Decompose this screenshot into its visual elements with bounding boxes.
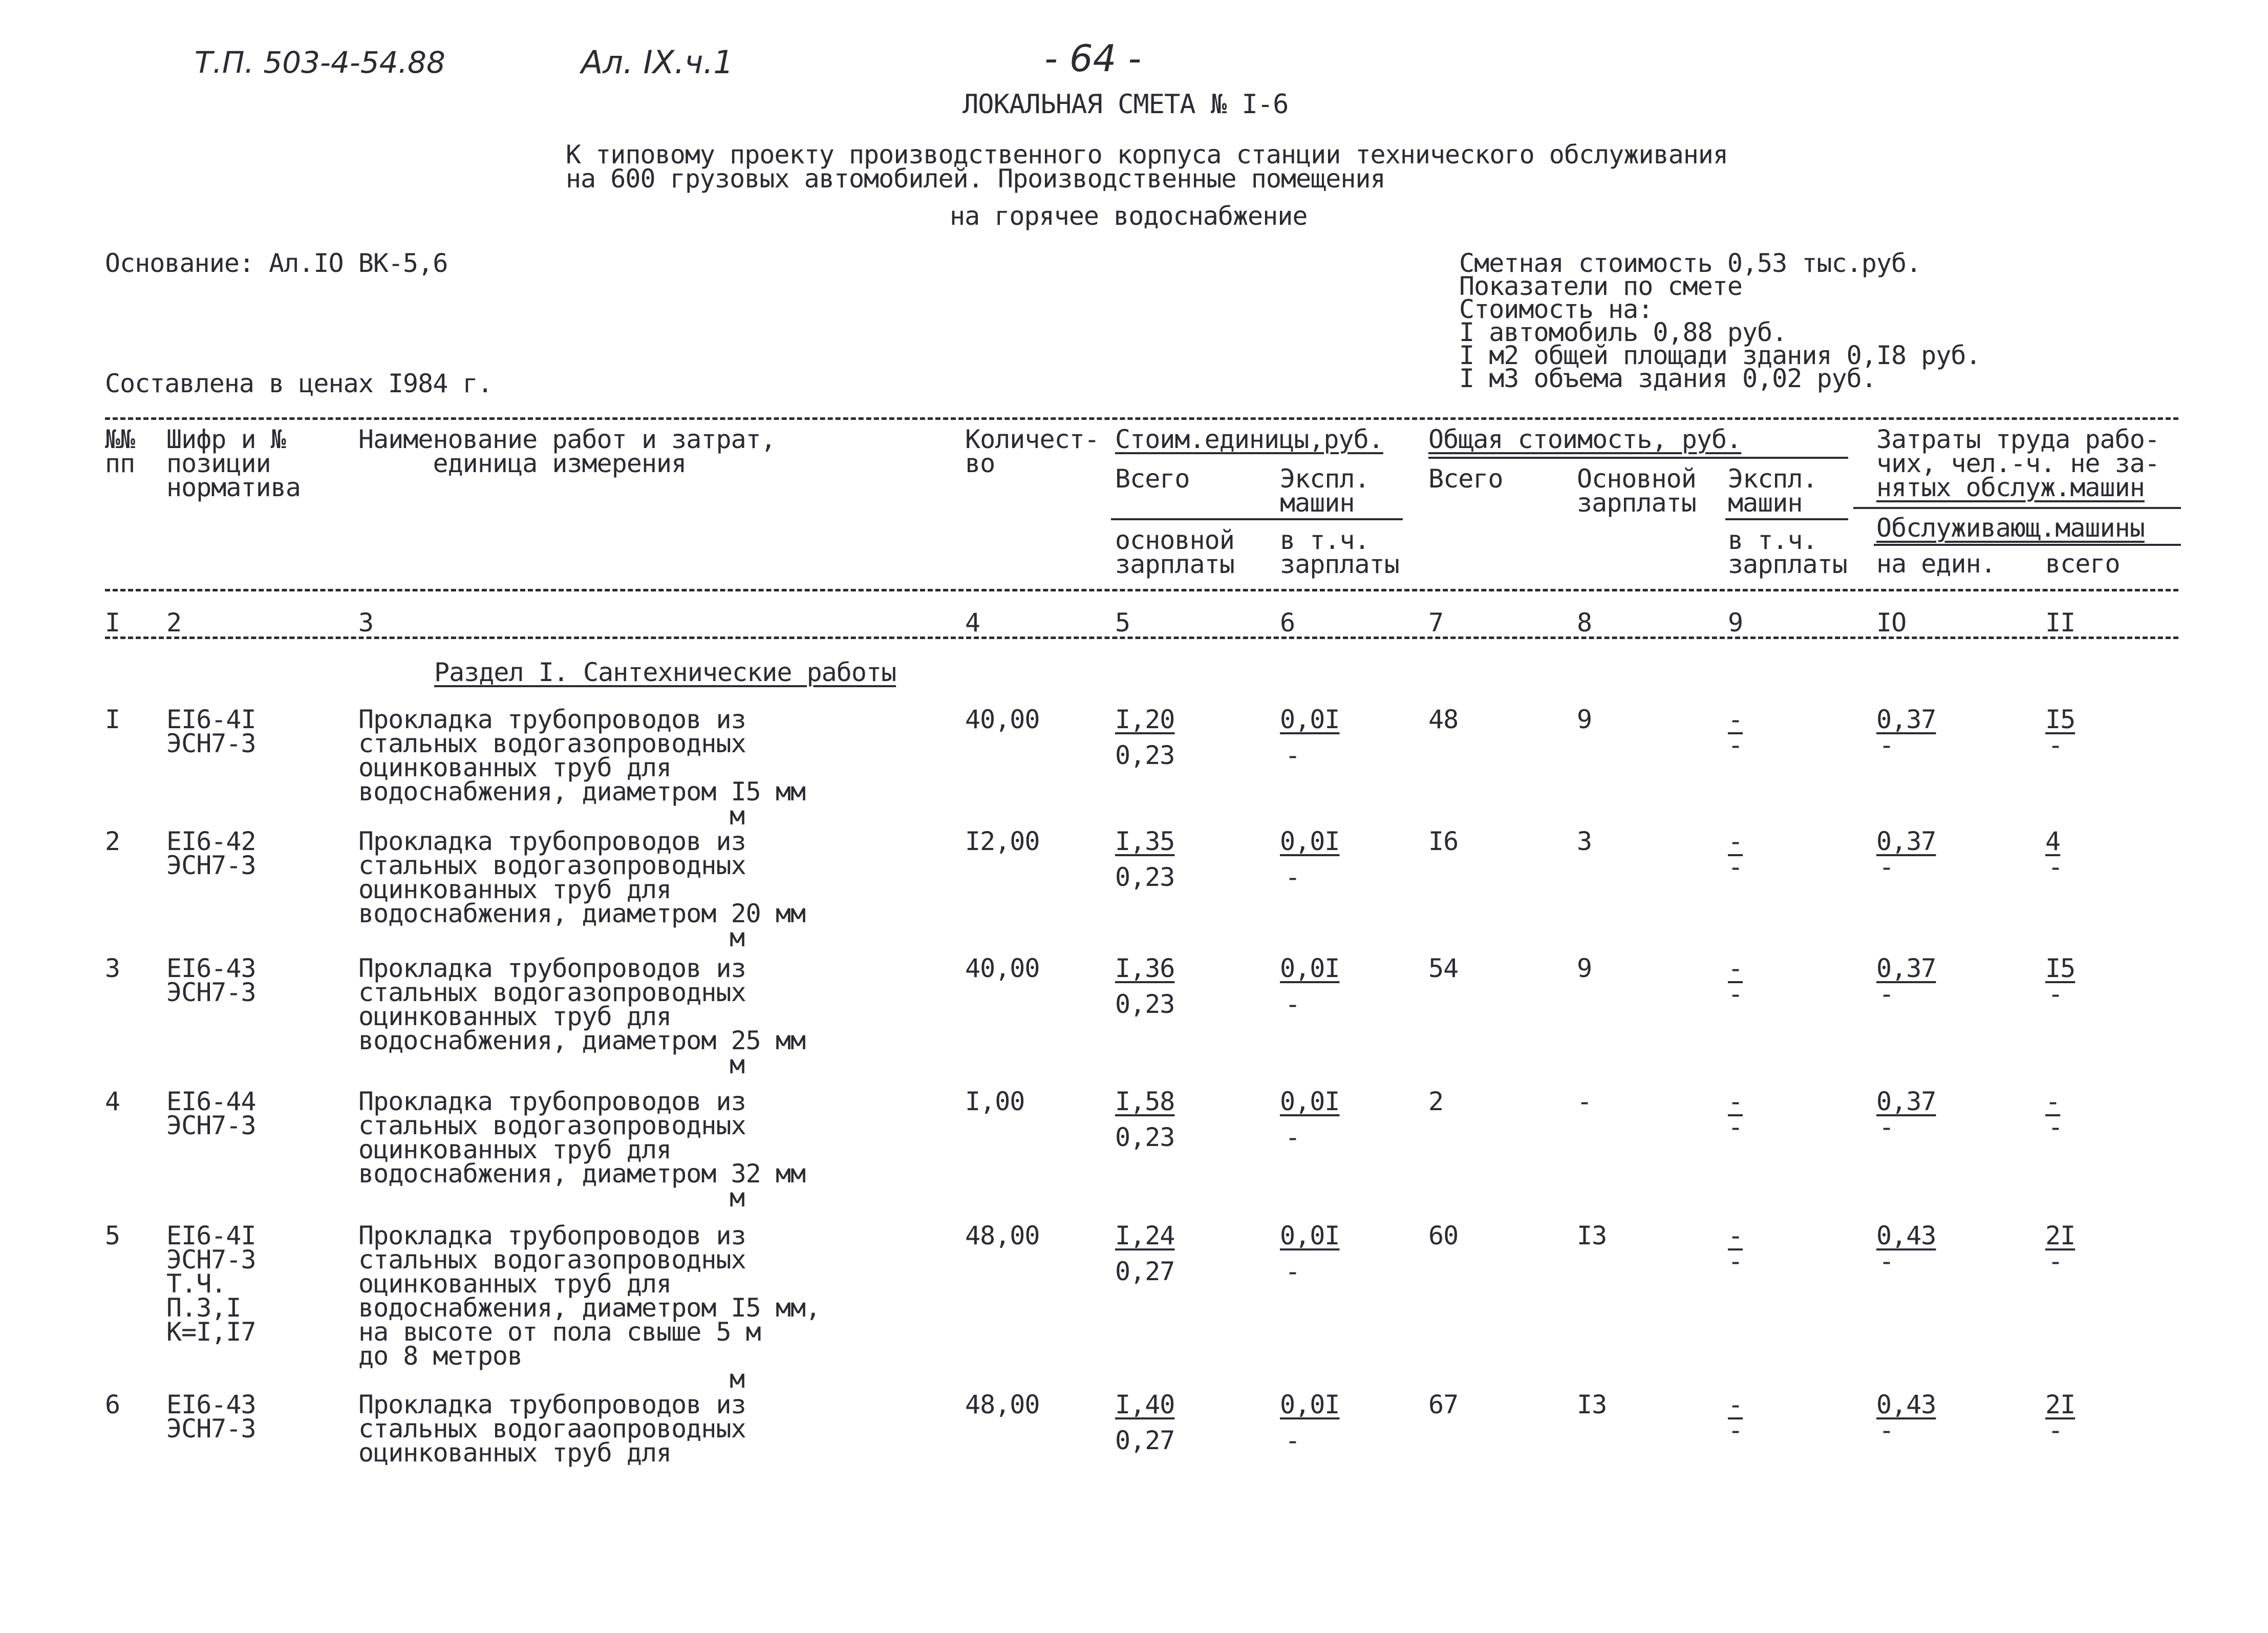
- row-unit-machine: 0,0I: [1280, 953, 1340, 983]
- row-labor-total-2: -: [2048, 979, 2063, 1009]
- header-labor-u: нятых обслуж.машин: [1876, 473, 2145, 502]
- column-number: 6: [1280, 608, 1295, 638]
- row-unit-machine: 0,0I: [1280, 1390, 1340, 1419]
- row-total-machine: -: [1728, 1087, 1743, 1116]
- row-total-wage: I3: [1577, 1221, 1607, 1250]
- row-code: ЕI6-44 ЭСН7-3: [166, 1087, 256, 1140]
- row-total-machine: -: [1728, 826, 1743, 856]
- machine-labor-rule: [1874, 544, 2181, 546]
- header-c8: Основной зарплаты: [1577, 464, 1696, 518]
- row-total: I6: [1428, 826, 1459, 856]
- subtitle-line-2: на 600 грузовых автомобилей. Производственные помещения: [566, 164, 1385, 194]
- row-total: 2: [1428, 1087, 1444, 1116]
- row-labor-unit-2: -: [1879, 1415, 1894, 1445]
- column-number: 5: [1115, 608, 1130, 638]
- header-col-quantity: Количест- во: [965, 425, 1099, 478]
- page-number: - 64 -: [1044, 37, 1142, 80]
- row-unit-wage: 0,23: [1115, 1122, 1175, 1152]
- header-top-rule: [105, 417, 2178, 420]
- row-code: ЕI6-42 ЭСН7-3: [166, 826, 256, 880]
- labor-rule: [1853, 507, 2181, 509]
- row-total-wage: 9: [1577, 705, 1592, 734]
- row-labor-unit-2: -: [1879, 1112, 1894, 1142]
- row-total-machine: -: [1728, 1390, 1743, 1419]
- row-unit-machine: 0,0I: [1280, 1087, 1340, 1116]
- row-number: I: [105, 705, 120, 734]
- row-labor-unit: 0,37: [1876, 826, 1936, 856]
- row-labor-unit-2: -: [1879, 730, 1894, 760]
- column-number: I: [105, 608, 120, 638]
- row-total-machine-wage: -: [1728, 1112, 1743, 1142]
- header-c11: всего: [2045, 549, 2120, 579]
- header-col-name: Наименование работ и затрат, единица измерения: [358, 425, 776, 478]
- row-total-machine-wage: -: [1728, 730, 1743, 760]
- row-unit-wage: 0,23: [1115, 989, 1175, 1019]
- row-labor-total-2: -: [2048, 1246, 2063, 1276]
- row-name: Прокладка трубопроводов из стальных водогазопроводных оцинкованных труб для водоснабжения, диаметром I5 мм, на высоте от пола свыше 5 м до 8 метров: [358, 1221, 821, 1371]
- row-number: 4: [105, 1087, 120, 1116]
- row-unit-machine: 0,0I: [1280, 1221, 1340, 1250]
- row-name: Прокладка трубопроводов из стальных водогаaопроводных оцинкованных труб для: [358, 1390, 746, 1468]
- row-total-wage: I3: [1577, 1390, 1607, 1419]
- row-unit: м: [730, 1050, 745, 1079]
- column-number: 4: [965, 608, 980, 638]
- row-labor-unit: 0,43: [1876, 1221, 1936, 1250]
- column-number: 7: [1428, 608, 1444, 638]
- prices-year: Составлена в ценах I984 г.: [105, 369, 493, 398]
- header-c9: Экспл. машин: [1728, 464, 1817, 518]
- header-col-code: Шифр и № позиции норматива: [166, 425, 301, 502]
- row-unit-machine: 0,0I: [1280, 826, 1340, 856]
- row-total-machine-wage: -: [1728, 1415, 1743, 1445]
- row-unit-machine-wage: -: [1285, 862, 1300, 892]
- row-labor-unit: 0,43: [1876, 1390, 1936, 1419]
- row-total: 54: [1428, 953, 1459, 983]
- row-unit-total: I,35: [1115, 826, 1175, 856]
- row-quantity: I,00: [965, 1087, 1025, 1116]
- row-unit-machine: 0,0I: [1280, 705, 1340, 734]
- summary-line: I автомобиль 0,88 руб.: [1459, 317, 1787, 347]
- header-c5: Всего: [1115, 464, 1190, 494]
- c9-rule: [1725, 518, 1848, 520]
- row-unit: м: [730, 1364, 745, 1394]
- row-labor-total-2: -: [2048, 1112, 2063, 1142]
- subtitle-line-1: К типовому проекту производственного корпуса станции технического обслуживания: [566, 140, 1728, 169]
- row-quantity: 48,00: [965, 1221, 1040, 1250]
- row-unit-wage: 0,23: [1115, 740, 1175, 770]
- header-unit-cost: Стоим.единицы,руб.: [1115, 425, 1383, 454]
- row-labor-total: -: [2045, 1087, 2061, 1116]
- row-unit-wage: 0,23: [1115, 862, 1175, 892]
- row-total-machine-wage: -: [1728, 1246, 1743, 1276]
- header-c7: Всего: [1428, 464, 1503, 494]
- header-bottom-rule: [105, 589, 2178, 591]
- row-labor-total-2: -: [2048, 852, 2063, 882]
- row-labor-total-2: -: [2048, 730, 2063, 760]
- row-unit: м: [730, 1183, 745, 1213]
- album-number: Ал. IX.ч.1: [581, 44, 734, 81]
- total-cost-rule: [1428, 457, 1848, 459]
- header-machine-labor: Обслуживающ.машины: [1876, 513, 2145, 543]
- row-unit-total: I,24: [1115, 1221, 1175, 1250]
- page-title: ЛОКАЛЬНАЯ СМЕТА № I-6: [962, 89, 1289, 120]
- row-number: 2: [105, 826, 120, 856]
- column-number: IO: [1876, 608, 1907, 638]
- row-quantity: 40,00: [965, 953, 1040, 983]
- row-labor-total: 2I: [2045, 1221, 2076, 1250]
- row-unit-total: I,58: [1115, 1087, 1175, 1116]
- row-quantity: 40,00: [965, 705, 1040, 734]
- row-unit: м: [730, 801, 745, 831]
- row-name: Прокладка трубопроводов из стальных водогазопроводных оцинкованных труб для водоснабжения, диаметром I5 мм: [358, 705, 806, 807]
- row-labor-unit: 0,37: [1876, 1087, 1936, 1116]
- row-labor-total: 4: [2045, 826, 2061, 856]
- row-labor-total: I5: [2045, 705, 2076, 734]
- header-c9b: в т.ч. зарплаты: [1728, 525, 1847, 579]
- summary-line: Показатели по смете: [1459, 271, 1742, 301]
- row-labor-unit-2: -: [1879, 979, 1894, 1009]
- row-labor-total: 2I: [2045, 1390, 2076, 1419]
- row-labor-total-2: -: [2048, 1415, 2063, 1445]
- col-numbers-rule: [105, 637, 2178, 639]
- c5-rule: [1111, 518, 1403, 520]
- row-labor-total: I5: [2045, 953, 2076, 983]
- row-name: Прокладка трубопроводов из стальных водогазопроводных оцинкованных труб для водоснабжения, диаметром 25 мм: [358, 953, 806, 1055]
- row-total-wage: 3: [1577, 826, 1592, 856]
- row-labor-unit: 0,37: [1876, 953, 1936, 983]
- row-total: 60: [1428, 1221, 1459, 1250]
- row-name: Прокладка трубопроводов из стальных водогазопроводных оцинкованных труб для водоснабжения, диаметром 20 мм: [358, 826, 806, 928]
- row-total-wage: -: [1577, 1087, 1592, 1116]
- summary-line: I м3 объема здания 0,02 руб.: [1459, 364, 1876, 393]
- row-unit-machine-wage: -: [1285, 740, 1300, 770]
- row-total-wage: 9: [1577, 953, 1592, 983]
- row-code: ЕI6-4I ЭСН7-3 Т.Ч. П.3,I К=I,I7: [166, 1221, 256, 1347]
- row-quantity: I2,00: [965, 826, 1040, 856]
- header-c6: Экспл. машин: [1280, 464, 1370, 518]
- row-total-machine-wage: -: [1728, 852, 1743, 882]
- row-unit-machine-wage: -: [1285, 1426, 1300, 1455]
- row-unit-wage: 0,27: [1115, 1257, 1175, 1286]
- row-number: 3: [105, 953, 120, 983]
- row-unit-machine-wage: -: [1285, 989, 1300, 1019]
- column-number: 3: [358, 608, 374, 638]
- row-labor-unit-2: -: [1879, 1246, 1894, 1276]
- row-unit-total: I,40: [1115, 1390, 1175, 1419]
- row-code: ЕI6-4I ЭСН7-3: [166, 705, 256, 758]
- row-total: 67: [1428, 1390, 1459, 1419]
- basis: Основание: Ал.IO ВК-5,6: [105, 248, 448, 278]
- row-unit-total: I,20: [1115, 705, 1175, 734]
- header-c5b: основной зарплаты: [1115, 525, 1234, 579]
- header-c10: на един.: [1876, 549, 1996, 579]
- column-number: 8: [1577, 608, 1592, 638]
- row-unit-machine-wage: -: [1285, 1257, 1300, 1286]
- row-unit-wage: 0,27: [1115, 1426, 1175, 1455]
- row-total-machine: -: [1728, 1221, 1743, 1250]
- row-unit: м: [730, 923, 745, 952]
- row-number: 6: [105, 1390, 120, 1419]
- row-total-machine-wage: -: [1728, 979, 1743, 1009]
- row-total-machine: -: [1728, 953, 1743, 983]
- summary-line: Стоимость на:: [1459, 294, 1653, 324]
- row-quantity: 48,00: [965, 1390, 1040, 1419]
- document-code: Т.П. 503-4-54.88: [195, 45, 445, 80]
- row-unit-total: I,36: [1115, 953, 1175, 983]
- section-title: Раздел I. Сантехнические работы: [434, 658, 896, 687]
- row-total: 48: [1428, 705, 1459, 734]
- column-number: II: [2045, 608, 2076, 638]
- row-labor-unit-2: -: [1879, 852, 1894, 882]
- row-labor-unit: 0,37: [1876, 705, 1936, 734]
- subtitle-line-3: на горячее водоснабжение: [950, 201, 1308, 231]
- column-number: 9: [1728, 608, 1743, 638]
- summary-line: Сметная стоимость 0,53 тыс.руб.: [1459, 248, 1921, 278]
- header-c6b: в т.ч. зарплаты: [1280, 525, 1399, 579]
- row-code: ЕI6-43 ЭСН7-3: [166, 1390, 256, 1444]
- header-labor: Затраты труда рабо- чих, чел.-ч. не за-: [1876, 425, 2159, 478]
- row-name: Прокладка трубопроводов из стальных водогазопроводных оцинкованных труб для водоснабжения, диаметром 32 мм: [358, 1087, 806, 1189]
- row-code: ЕI6-43 ЭСН7-3: [166, 953, 256, 1007]
- column-number: 2: [166, 608, 182, 638]
- row-number: 5: [105, 1221, 120, 1250]
- row-total-machine: -: [1728, 705, 1743, 734]
- summary-line: I м2 общей площади здания 0,I8 руб.: [1459, 341, 1981, 370]
- header-total-cost: Общая стоимость, руб.: [1428, 425, 1742, 454]
- row-unit-machine-wage: -: [1285, 1122, 1300, 1152]
- header-col-number: №№ пп: [105, 425, 135, 478]
